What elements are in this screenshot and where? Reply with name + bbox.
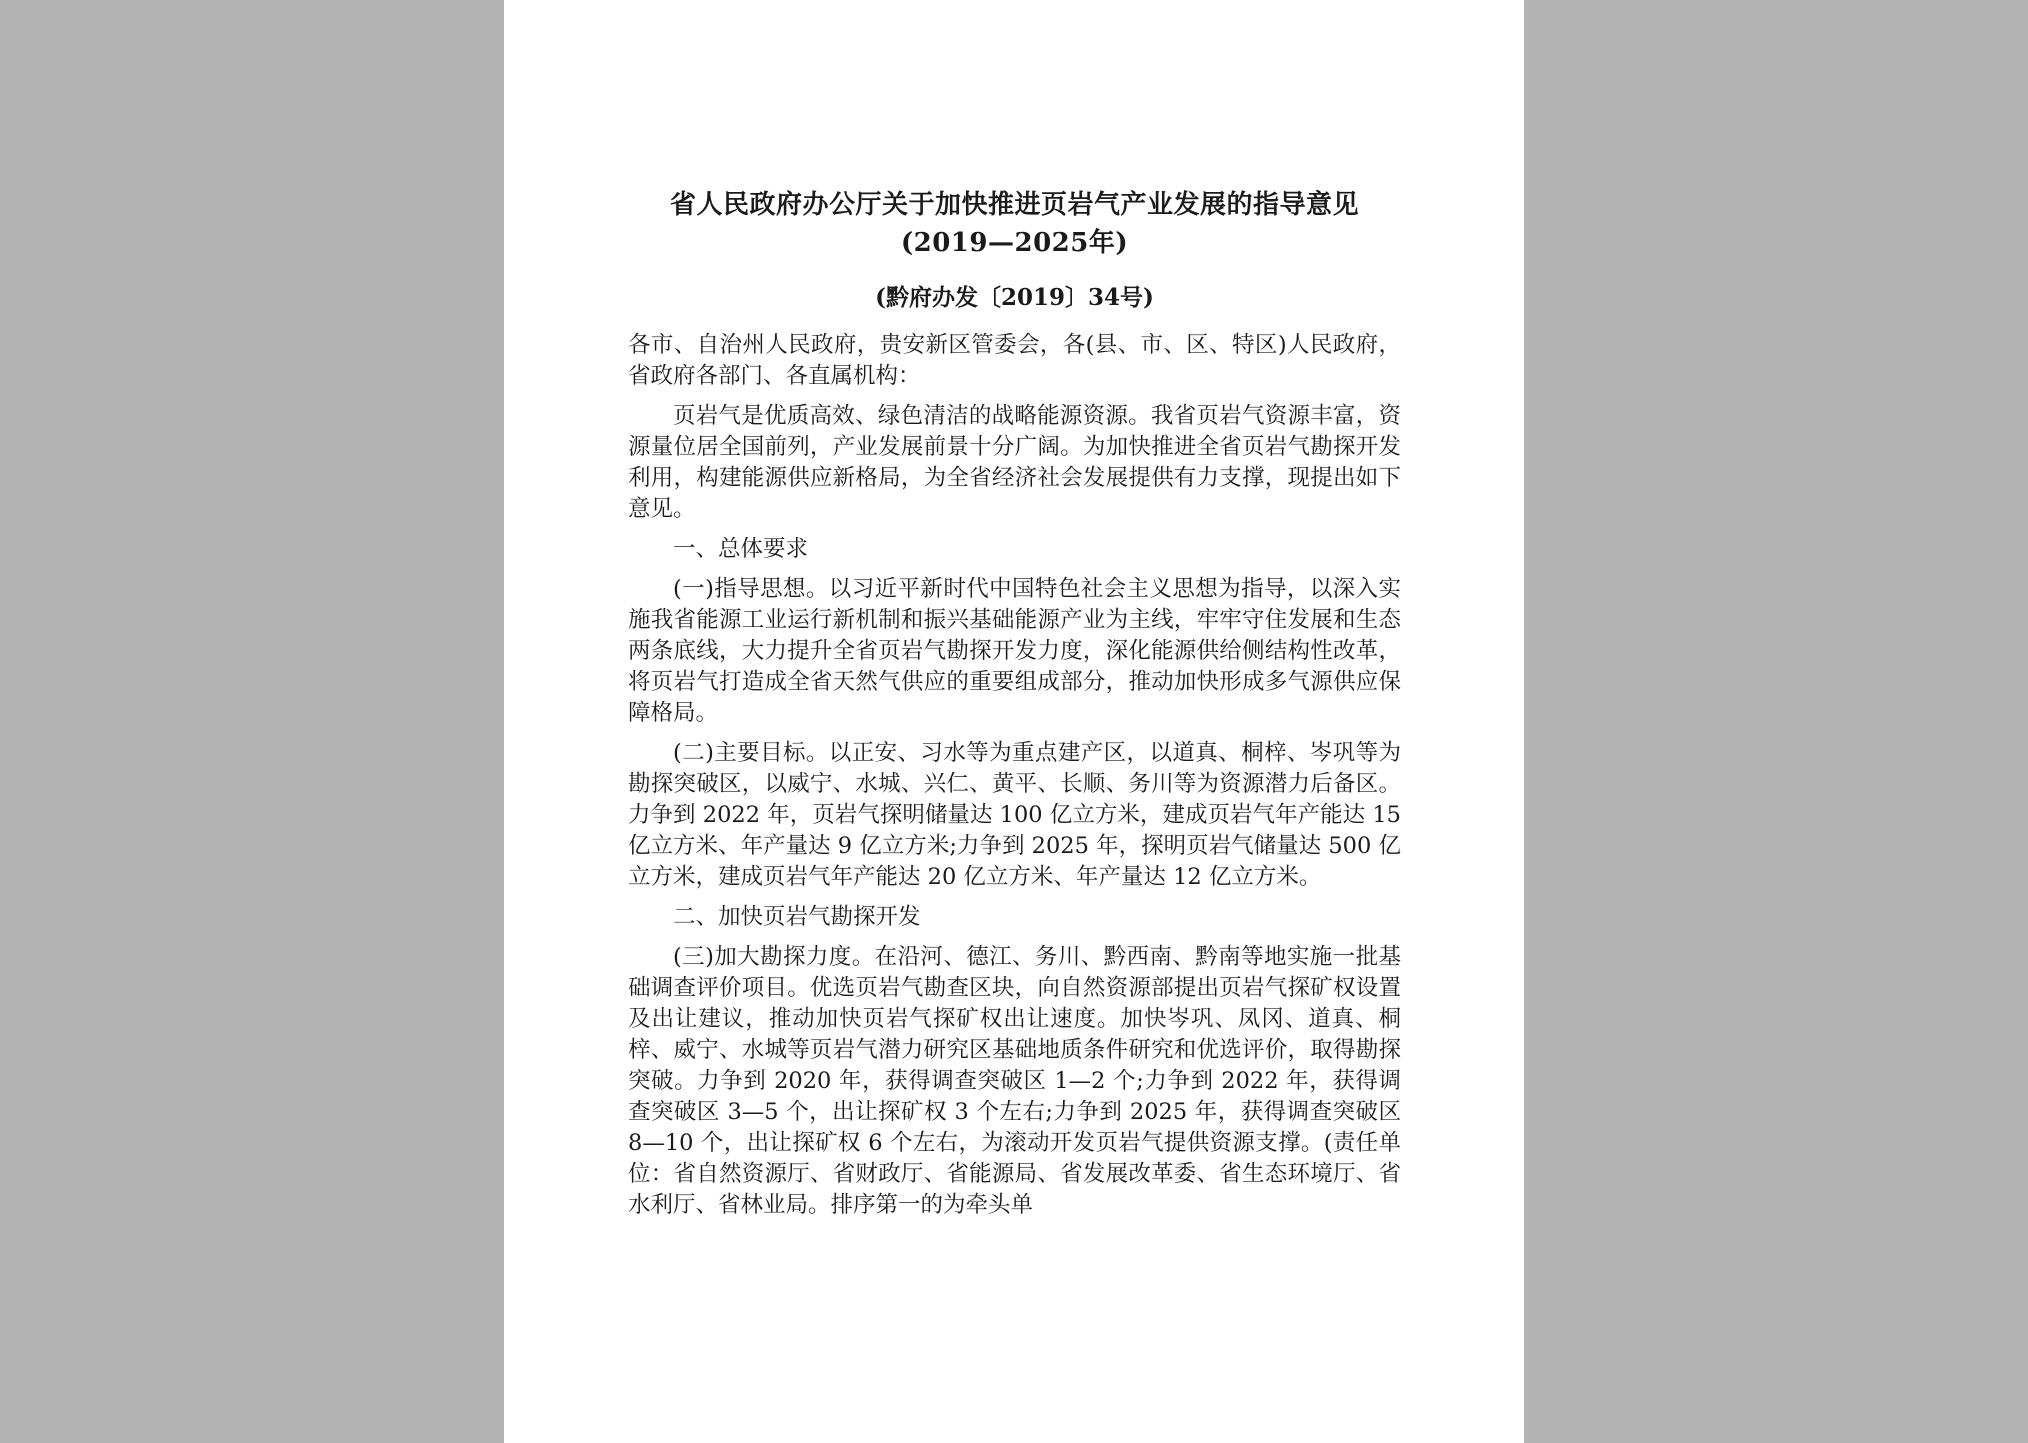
document-title: 省人民政府办公厅关于加快推进页岩气产业发展的指导意见(2019—2025年) (669, 190, 1359, 258)
salutation: 各市、自治州人民政府，贵安新区管委会，各(县、市、区、特区)人民政府，省政府各部门、各直属机构： (628, 332, 1401, 389)
paragraph-guiding-ideology: (一)指导思想。以习近平新时代中国特色社会主义思想为指导，以深入实施我省能源工业运行新机制和振兴基础能源产业为主线，牢牢守住发展和生态两条底线，大力提升全省页岩气勘探开发力度，深化能源供给侧结构性改革，将页岩气打造成全省天然气供应的重要组成部分，推动加快形成多气源供应保障格局。 (628, 576, 1401, 726)
paragraph-exploration: (三)加大勘探力度。在沿河、德江、务川、黔西南、黔南等地实施一批基础调查评价项目。优选页岩气勘查区块，向自然资源部提出页岩气探矿权设置及出让建议，推动加快页岩气探矿权出让速度。加快岑巩、凤冈、道真、桐梓、威宁、水城等页岩气潜力研究区基础地质条件研究和优选评价，取得勘探突破。力争到 2020 年，获得调查突破区 1—2 个;力争到 2022 年，获得调查突破区 3—5 个，出让探矿权 3 个左右;力争到 2025 年，获得调查突破区 8—10 个，出让探矿权 6 个左右，为滚动开发页岩气提供资源支撑。(责任单位：省自然资源厅、省财政厅、省能源局、省发展改革委、省生态环境厅、省水利厅、省林业局。排序第一的为牵头单 (628, 944, 1401, 1218)
document-number: (黔府办发〔2019〕34号) (875, 284, 1154, 311)
section-heading-1: 一、总体要求 (673, 536, 809, 562)
document-page (504, 0, 1524, 1443)
section-heading-2: 二、加快页岩气勘探开发 (673, 904, 921, 930)
paragraph-main-goals: (二)主要目标。以正安、习水等为重点建产区，以道真、桐梓、岑巩等为勘探突破区，以威宁、水城、兴仁、黄平、长顺、务川等为资源潜力后备区。力争到 2022 年，页岩气探明储量达 100 亿立方米，建成页岩气年产能达 15 亿立方米、年产量达 9 亿立方米;力争到 2025 年，探明页岩气储量达 500 亿立方米，建成页岩气年产能达 20 亿立方米、年产量达 12 亿立方米。 (628, 740, 1401, 890)
intro-paragraph: 页岩气是优质高效、绿色清洁的战略能源资源。我省页岩气资源丰富，资源量位居全国前列，产业发展前景十分广阔。为加快推进全省页岩气勘探开发利用，构建能源供应新格局，为全省经济社会发展提供有力支撑，现提出如下意见。 (628, 403, 1401, 522)
